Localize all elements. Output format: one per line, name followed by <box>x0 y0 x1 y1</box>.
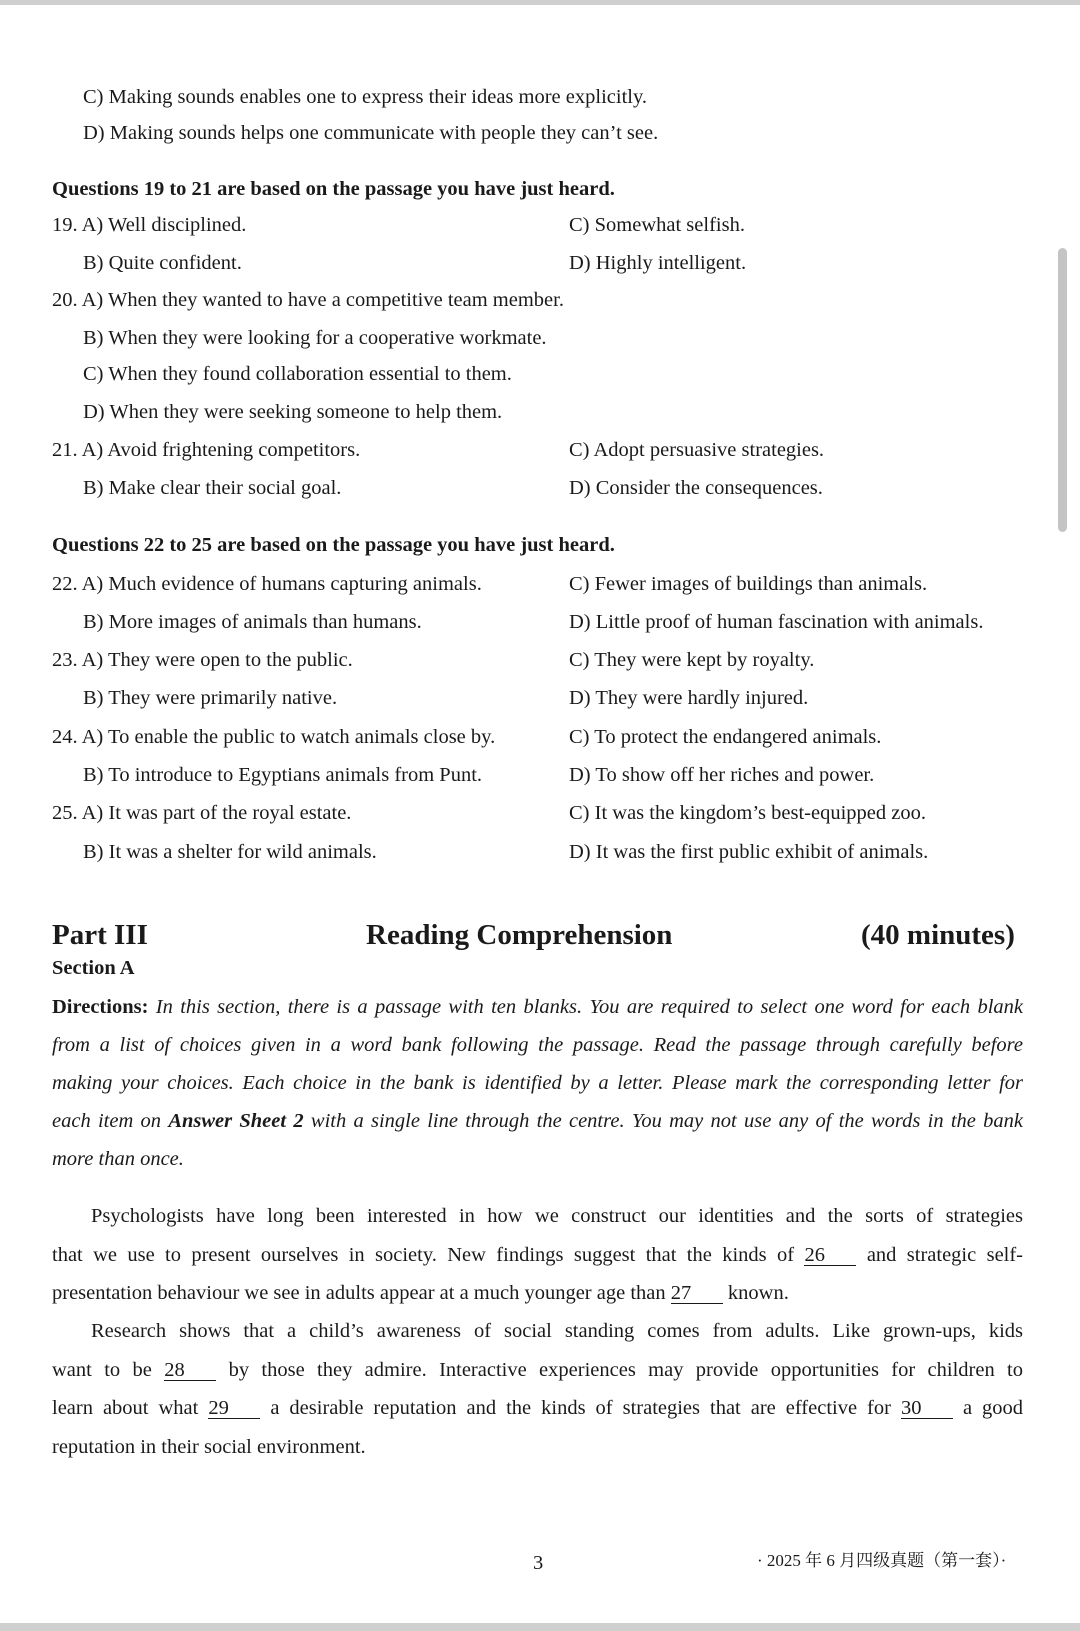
q23-option-b: B) They were primarily native. <box>83 687 338 709</box>
directions-line: making your choices. Each choice in the bank is identified by a letter. Please mark the corresponding letter for <box>52 1072 1023 1094</box>
q19-option-b: B) Quite confident. <box>83 252 242 274</box>
blank-27: 27 <box>671 1283 723 1304</box>
bottom-border <box>0 1623 1080 1631</box>
page-number: 3 <box>533 1552 544 1574</box>
q22-option-d: D) Little proof of human fascination with animals. <box>569 611 984 633</box>
q21-option-a: 21. A) Avoid frightening competitors. <box>52 439 361 461</box>
q19-option-a: 19. A) Well disciplined. <box>52 214 247 236</box>
blank-28: 28 <box>164 1360 216 1381</box>
exam-source: · 2025 年 6 月四级真题（第一套）· <box>757 1551 1007 1570</box>
q23-option-d: D) They were hardly injured. <box>569 687 809 709</box>
q25-option-d: D) It was the first public exhibit of animals. <box>569 841 929 863</box>
directions-line <box>52 1109 1023 1133</box>
passage-text: known. <box>727 1282 789 1304</box>
part-time: (40 minutes) <box>861 919 1015 951</box>
directions-text: each item on <box>52 1110 162 1132</box>
passage-line <box>52 1396 1023 1420</box>
passage-text: want to be <box>52 1359 152 1381</box>
q21-option-b: B) Make clear their social goal. <box>83 477 342 499</box>
top-border <box>0 0 1080 5</box>
passage-text: by those they admire. Interactive experiences may provide opportunities for children to <box>228 1359 1024 1381</box>
directions-line <box>52 995 1023 1019</box>
q22-option-a: 22. A) Much evidence of humans capturing animals. <box>52 573 482 595</box>
passage-line: Research shows that a child’s awareness of social standing comes from adults. Like grown-ups, kids <box>91 1320 1023 1342</box>
passage-text: and strategic self- <box>866 1244 1024 1266</box>
q20-option-c: C) When they found collaboration essential to them. <box>83 363 512 385</box>
passage-line <box>52 1281 1023 1305</box>
q21-option-d: D) Consider the consequences. <box>569 477 823 499</box>
directions-label: Directions: <box>52 996 149 1018</box>
directions-line: from a list of choices given in a word bank following the passage. Read the passage through carefully before <box>52 1034 1023 1056</box>
q25-option-a: 25. A) It was part of the royal estate. <box>52 802 352 824</box>
blank-26: 26 <box>804 1245 856 1266</box>
q20-option-b: B) When they were looking for a cooperative workmate. <box>83 327 547 349</box>
passage-line <box>52 1243 1023 1267</box>
passage-line: Psychologists have long been interested in how we construct our identities and the sorts of strategies <box>91 1205 1023 1227</box>
passage-text: learn about what <box>52 1397 199 1419</box>
q23-option-c: C) They were kept by royalty. <box>569 649 815 671</box>
q24-option-a: 24. A) To enable the public to watch animals close by. <box>52 726 496 748</box>
q19-option-d: D) Highly intelligent. <box>569 252 747 274</box>
q24-option-b: B) To introduce to Egyptians animals from Punt. <box>83 764 483 786</box>
directions-text: with a single line through the centre. You may not use any of the words in the bank <box>310 1110 1024 1132</box>
passage-text: presentation behaviour we see in adults appear at a much younger age than <box>52 1282 666 1304</box>
answer-sheet-label: Answer Sheet 2 <box>168 1110 304 1132</box>
q20-option-a: 20. A) When they wanted to have a competitive team member. <box>52 289 564 311</box>
question-group-heading: Questions 22 to 25 are based on the passage you have just heard. <box>52 534 615 556</box>
q23-option-a: 23. A) They were open to the public. <box>52 649 353 671</box>
passage-text: a desirable reputation and the kinds of strategies that are effective for <box>270 1397 891 1419</box>
q24-option-c: C) To protect the endangered animals. <box>569 726 882 748</box>
vertical-scrollbar[interactable] <box>1058 248 1067 532</box>
q22-option-b: B) More images of animals than humans. <box>83 611 422 633</box>
question-group-heading: Questions 19 to 21 are based on the passage you have just heard. <box>52 178 615 200</box>
q19-option-c: C) Somewhat selfish. <box>569 214 745 236</box>
q25-option-c: C) It was the kingdom’s best-equipped zoo. <box>569 802 926 824</box>
q20-option-d: D) When they were seeking someone to help them. <box>83 401 503 423</box>
directions-text: In this section, there is a passage with ten blanks. You are required to select one word for each blank <box>155 996 1024 1018</box>
directions-line: more than once. <box>52 1148 184 1170</box>
q24-option-d: D) To show off her riches and power. <box>569 764 875 786</box>
passage-line <box>52 1358 1023 1382</box>
option-d: D) Making sounds helps one communicate with people they can’t see. <box>83 122 659 144</box>
section-label: Section A <box>52 957 135 979</box>
passage-text: that we use to present ourselves in society. New findings suggest that the kinds of <box>52 1244 795 1266</box>
q22-option-c: C) Fewer images of buildings than animals. <box>569 573 928 595</box>
part-title: Reading Comprehension <box>366 919 673 951</box>
passage-line: reputation in their social environment. <box>52 1436 366 1458</box>
q21-option-c: C) Adopt persuasive strategies. <box>569 439 825 461</box>
passage-text: a good <box>962 1397 1024 1419</box>
blank-29: 29 <box>208 1398 260 1419</box>
q25-option-b: B) It was a shelter for wild animals. <box>83 841 377 863</box>
part-label: Part III <box>52 919 148 951</box>
option-c: C) Making sounds enables one to express their ideas more explicitly. <box>83 86 648 108</box>
blank-30: 30 <box>901 1398 953 1419</box>
